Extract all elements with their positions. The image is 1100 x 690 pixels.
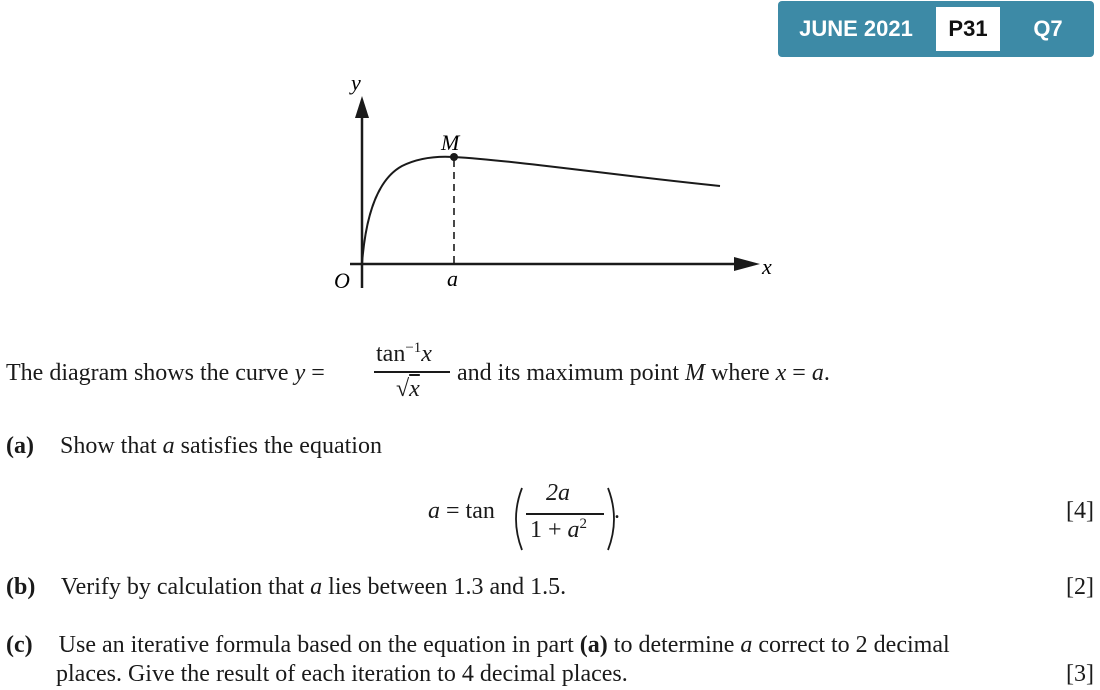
num-tan: tan — [376, 341, 406, 367]
intro-after — [457, 360, 830, 387]
intro-y-eq-sign: = — [311, 360, 325, 386]
part-a-var: a — [162, 433, 175, 459]
eq-den-sup: 2 — [579, 516, 588, 532]
intro-after-1: and its maximum point — [457, 360, 679, 386]
den-root: √ — [396, 376, 410, 402]
part-b-label: (b) — [6, 574, 36, 600]
question-badge — [778, 1, 1094, 57]
part-c-line-2: places. Give the result of each iteration to 4 decimal places. — [56, 661, 628, 687]
intro-fraction-line — [374, 371, 450, 373]
part-a-text-1: Show that — [59, 433, 157, 459]
num-var: x — [421, 341, 432, 367]
part-b-line — [6, 574, 566, 601]
equation-lhs — [428, 498, 495, 525]
y-axis-arrow — [355, 96, 369, 118]
intro-fraction-numerator — [376, 340, 432, 368]
origin-label: O — [334, 268, 350, 293]
den-var: x — [409, 376, 420, 402]
intro-y: y — [294, 360, 306, 386]
part-c-text-2: to determine — [613, 632, 735, 658]
eq-denominator — [530, 516, 587, 544]
x-axis-arrow — [734, 257, 760, 271]
part-c-line-1 — [6, 632, 950, 659]
part-c-marks: [3] — [1066, 661, 1094, 687]
part-b-text-2: lies between 1.3 and 1.5. — [328, 574, 567, 600]
x-axis-label: x — [762, 254, 772, 279]
part-a-marks: [4] — [1066, 498, 1094, 524]
num-sup: −1 — [405, 340, 422, 356]
part-a-label: (a) — [6, 433, 34, 459]
intro-after-2: where — [711, 360, 770, 386]
part-c-label: (c) — [6, 632, 33, 658]
eq-period: . — [614, 498, 620, 524]
y-axis-label: y — [351, 70, 361, 95]
part-a-line — [6, 433, 382, 460]
eq-fraction-line — [526, 513, 604, 515]
part-c-text-1: Use an iterative formula based on the equation in part — [58, 632, 574, 658]
intro-period: . — [823, 360, 830, 386]
intro-cond-x: x — [775, 360, 787, 386]
eq-den: 1 + a — [530, 517, 580, 543]
intro-fraction-denominator — [396, 376, 420, 403]
eq-mid: = tan — [446, 498, 495, 524]
max-label: M — [441, 130, 460, 155]
part-b-var: a — [310, 574, 323, 600]
eq-numerator: 2a — [546, 480, 570, 506]
curve — [362, 157, 720, 264]
badge-date: JUNE 2021 — [799, 16, 913, 41]
intro-text — [6, 360, 325, 387]
part-c-var: a — [740, 632, 753, 658]
intro-before: The diagram shows the curve — [6, 360, 289, 386]
part-a-text-2: satisfies the equation — [180, 433, 382, 459]
intro-point: M — [685, 360, 705, 386]
part-b-marks: [2] — [1066, 574, 1094, 600]
part-b-text-1: Verify by calculation that — [60, 574, 305, 600]
eq-lhs: a — [428, 498, 440, 524]
intro-cond-a: a — [811, 360, 824, 386]
left-paren — [516, 488, 522, 550]
intro-cond-eq: = — [792, 360, 806, 386]
curve-diagram — [320, 60, 800, 300]
a-label: a — [447, 266, 458, 291]
part-c-text-3: correct to 2 decimal — [758, 632, 950, 658]
badge-question: Q7 — [1033, 16, 1063, 41]
badge-paper: P31 — [936, 7, 1000, 51]
part-c-ref: (a) — [579, 632, 608, 658]
